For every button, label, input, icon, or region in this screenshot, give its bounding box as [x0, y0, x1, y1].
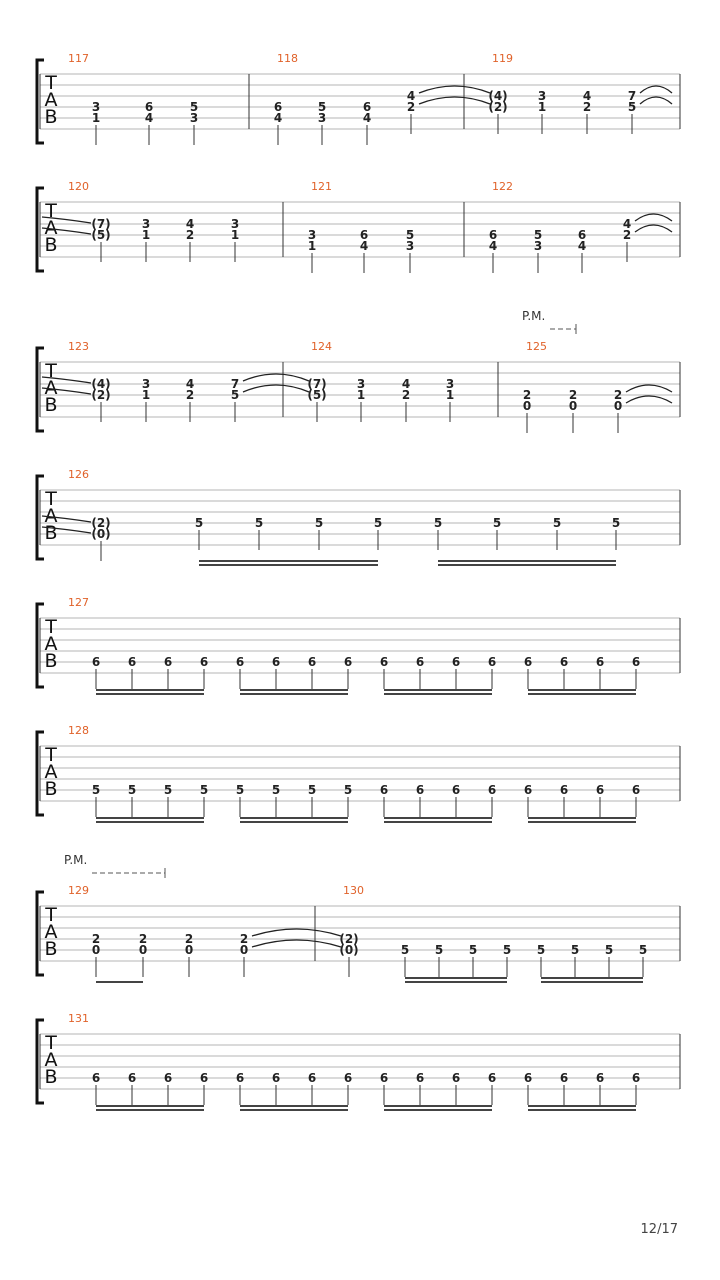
- fret-number: 0: [522, 399, 532, 413]
- fret-number: 4: [273, 111, 283, 125]
- fret-number: 2: [184, 932, 194, 946]
- fret-number: 5: [230, 388, 240, 402]
- fret-number: 3: [356, 377, 366, 391]
- fret-number: (2): [488, 100, 508, 114]
- measure-number: 130: [343, 884, 364, 897]
- fret-number: 2: [401, 388, 411, 402]
- fret-number: 5: [127, 783, 137, 797]
- fret-number: 6: [307, 1071, 317, 1085]
- fret-number: 2: [406, 100, 416, 114]
- fret-number: (2): [339, 932, 359, 946]
- fret-number: 5: [194, 516, 204, 530]
- fret-number: 0: [184, 943, 194, 957]
- fret-number: 1: [307, 239, 317, 253]
- fret-number: 4: [406, 89, 416, 103]
- fret-number: 6: [127, 1071, 137, 1085]
- measure-number: 117: [68, 52, 89, 65]
- fret-number: 1: [537, 100, 547, 114]
- fret-number: 2: [568, 388, 578, 402]
- tab-clef-b: B: [44, 394, 58, 416]
- tab-clef-a: A: [44, 89, 58, 111]
- fret-number: 2: [613, 388, 623, 402]
- fret-number: 6: [163, 655, 173, 669]
- fret-number: 3: [307, 228, 317, 242]
- fret-number: 5: [317, 100, 327, 114]
- fret-number: 0: [568, 399, 578, 413]
- fret-number: 6: [559, 783, 569, 797]
- fret-number: 5: [254, 516, 264, 530]
- fret-number: 1: [141, 228, 151, 242]
- fret-number: 6: [415, 783, 425, 797]
- fret-number: 5: [307, 783, 317, 797]
- fret-number: 6: [523, 783, 533, 797]
- fret-number: (5): [307, 388, 327, 402]
- tie-arc: [626, 396, 672, 403]
- palm-mute-label: P.M.: [64, 853, 88, 867]
- fret-number: 6: [451, 1071, 461, 1085]
- fret-number: 6: [91, 1071, 101, 1085]
- fret-number: 4: [488, 239, 498, 253]
- tab-clef-a: A: [44, 377, 58, 399]
- fret-number: 1: [445, 388, 455, 402]
- fret-number: 5: [405, 228, 415, 242]
- fret-number: 0: [138, 943, 148, 957]
- fret-number: (0): [339, 943, 359, 957]
- fret-number: (2): [91, 516, 111, 530]
- fret-number: 2: [185, 388, 195, 402]
- measure-number: 119: [492, 52, 513, 65]
- tab-clef-a: A: [44, 921, 58, 943]
- tie-arc: [635, 225, 672, 232]
- fret-number: 6: [631, 655, 641, 669]
- fret-number: (0): [91, 527, 111, 541]
- measure-number: 127: [68, 596, 89, 609]
- fret-number: 5: [189, 100, 199, 114]
- fret-number: 5: [468, 943, 478, 957]
- tab-clef-b: B: [44, 1066, 58, 1088]
- fret-number: 3: [405, 239, 415, 253]
- fret-number: 6: [595, 655, 605, 669]
- fret-number: 5: [434, 943, 444, 957]
- tab-clef-a: A: [44, 505, 58, 527]
- measure-number: 131: [68, 1012, 89, 1025]
- fret-number: (4): [488, 89, 508, 103]
- fret-number: 3: [317, 111, 327, 125]
- fret-number: 5: [343, 783, 353, 797]
- measure-number: 125: [526, 340, 547, 353]
- fret-number: 5: [492, 516, 502, 530]
- fret-number: 6: [199, 655, 209, 669]
- tie-arc: [243, 374, 309, 381]
- tab-clef-a: A: [44, 1049, 58, 1071]
- fret-number: 6: [487, 783, 497, 797]
- fret-number: 7: [230, 377, 240, 391]
- tie-arc: [635, 214, 672, 221]
- fret-number: 6: [379, 655, 389, 669]
- fret-number: 3: [141, 217, 151, 231]
- fret-number: 5: [199, 783, 209, 797]
- fret-number: 6: [91, 655, 101, 669]
- fret-number: 6: [577, 228, 587, 242]
- fret-number: 6: [359, 228, 369, 242]
- tie-arc: [626, 385, 672, 392]
- fret-number: (7): [307, 377, 327, 391]
- fret-number: 0: [613, 399, 623, 413]
- fret-number: 6: [379, 783, 389, 797]
- fret-number: 5: [400, 943, 410, 957]
- fret-number: 3: [537, 89, 547, 103]
- fret-number: 5: [91, 783, 101, 797]
- fret-number: 5: [627, 100, 637, 114]
- fret-number: 6: [487, 655, 497, 669]
- tie-arc: [640, 86, 672, 93]
- tab-clef-t: T: [45, 616, 57, 638]
- fret-number: (7): [91, 217, 111, 231]
- tab-clef-t: T: [45, 1032, 57, 1054]
- tab-clef-a: A: [44, 633, 58, 655]
- fret-number: 6: [415, 655, 425, 669]
- fret-number: 5: [502, 943, 512, 957]
- fret-number: 6: [451, 783, 461, 797]
- measure-number: 121: [311, 180, 332, 193]
- tab-clef-b: B: [44, 938, 58, 960]
- fret-number: 1: [356, 388, 366, 402]
- measure-number: 128: [68, 724, 89, 737]
- fret-number: 1: [141, 388, 151, 402]
- fret-number: 2: [582, 100, 592, 114]
- fret-number: 3: [445, 377, 455, 391]
- fret-number: 5: [314, 516, 324, 530]
- fret-number: 5: [536, 943, 546, 957]
- fret-number: 6: [273, 100, 283, 114]
- fret-number: 0: [239, 943, 249, 957]
- fret-number: 3: [189, 111, 199, 125]
- fret-number: 5: [570, 943, 580, 957]
- measure-number: 118: [277, 52, 298, 65]
- tab-clef-a: A: [44, 217, 58, 239]
- fret-number: 6: [523, 1071, 533, 1085]
- measure-number: 126: [68, 468, 89, 481]
- tab-clef-t: T: [45, 744, 57, 766]
- fret-number: (2): [91, 388, 111, 402]
- fret-number: 2: [522, 388, 532, 402]
- fret-number: 2: [91, 932, 101, 946]
- fret-number: 6: [559, 1071, 569, 1085]
- fret-number: 6: [343, 1071, 353, 1085]
- tab-clef-t: T: [45, 488, 57, 510]
- fret-number: 6: [631, 783, 641, 797]
- fret-number: 5: [163, 783, 173, 797]
- tie-arc: [640, 97, 672, 104]
- tie-arc: [252, 929, 341, 936]
- fret-number: 6: [523, 655, 533, 669]
- fret-number: 3: [533, 239, 543, 253]
- tab-clef-a: A: [44, 761, 58, 783]
- fret-number: 4: [185, 377, 195, 391]
- fret-number: 4: [582, 89, 592, 103]
- fret-number: 4: [577, 239, 587, 253]
- fret-number: 6: [415, 1071, 425, 1085]
- measure-number: 124: [311, 340, 332, 353]
- fret-number: (5): [91, 228, 111, 242]
- tie-arc: [419, 97, 490, 104]
- fret-number: 6: [595, 783, 605, 797]
- fret-number: 6: [488, 228, 498, 242]
- tab-clef-b: B: [44, 106, 58, 128]
- fret-number: 0: [91, 943, 101, 957]
- fret-number: 6: [559, 655, 569, 669]
- fret-number: 6: [451, 655, 461, 669]
- fret-number: 5: [552, 516, 562, 530]
- tab-clef-t: T: [45, 360, 57, 382]
- fret-number: 6: [487, 1071, 497, 1085]
- tab-clef-b: B: [44, 650, 58, 672]
- fret-number: 2: [138, 932, 148, 946]
- fret-number: 6: [235, 1071, 245, 1085]
- fret-number: 2: [622, 228, 632, 242]
- fret-number: 2: [185, 228, 195, 242]
- tab-clef-b: B: [44, 522, 58, 544]
- fret-number: 5: [433, 516, 443, 530]
- fret-number: (4): [91, 377, 111, 391]
- fret-number: 6: [271, 1071, 281, 1085]
- tie-arc: [252, 940, 341, 947]
- fret-number: 5: [638, 943, 648, 957]
- fret-number: 5: [604, 943, 614, 957]
- tab-clef-b: B: [44, 778, 58, 800]
- tab-clef-t: T: [45, 72, 57, 94]
- fret-number: 4: [185, 217, 195, 231]
- fret-number: 4: [622, 217, 632, 231]
- fret-number: 6: [631, 1071, 641, 1085]
- fret-number: 3: [230, 217, 240, 231]
- fret-number: 5: [533, 228, 543, 242]
- fret-number: 3: [91, 100, 101, 114]
- fret-number: 6: [307, 655, 317, 669]
- fret-number: 1: [91, 111, 101, 125]
- fret-number: 4: [144, 111, 154, 125]
- measure-number: 120: [68, 180, 89, 193]
- fret-number: 1: [230, 228, 240, 242]
- fret-number: 6: [379, 1071, 389, 1085]
- fret-number: 6: [163, 1071, 173, 1085]
- fret-number: 2: [239, 932, 249, 946]
- fret-number: 4: [401, 377, 411, 391]
- fret-number: 3: [141, 377, 151, 391]
- measure-number: 129: [68, 884, 89, 897]
- fret-number: 6: [235, 655, 245, 669]
- page-number: 12/17: [640, 1222, 678, 1237]
- fret-number: 5: [271, 783, 281, 797]
- fret-number: 6: [343, 655, 353, 669]
- fret-number: 4: [362, 111, 372, 125]
- tab-clef-b: B: [44, 234, 58, 256]
- tie-arc: [419, 86, 490, 93]
- fret-number: 5: [611, 516, 621, 530]
- fret-number: 4: [359, 239, 369, 253]
- measure-number: 123: [68, 340, 89, 353]
- tab-clef-t: T: [45, 200, 57, 222]
- fret-number: 6: [271, 655, 281, 669]
- fret-number: 5: [373, 516, 383, 530]
- tab-clef-t: T: [45, 904, 57, 926]
- fret-number: 6: [595, 1071, 605, 1085]
- fret-number: 7: [627, 89, 637, 103]
- fret-number: 6: [362, 100, 372, 114]
- palm-mute-label: P.M.: [522, 309, 546, 323]
- fret-number: 6: [199, 1071, 209, 1085]
- fret-number: 5: [235, 783, 245, 797]
- fret-number: 6: [127, 655, 137, 669]
- fret-number: 6: [144, 100, 154, 114]
- tie-arc: [243, 385, 309, 392]
- measure-number: 122: [492, 180, 513, 193]
